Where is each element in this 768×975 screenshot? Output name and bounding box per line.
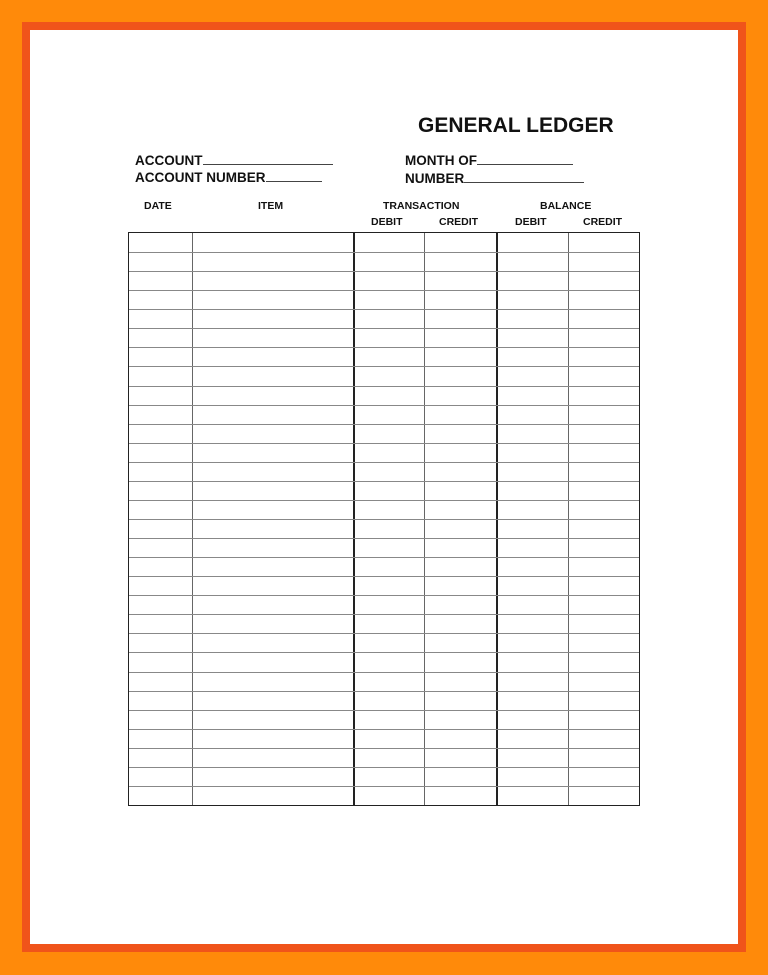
page-title: GENERAL LEDGER — [418, 114, 614, 137]
account-number-field: ACCOUNT NUMBER — [135, 170, 322, 185]
table-row-line — [129, 252, 639, 253]
table-row-line — [129, 538, 639, 539]
table-row-line — [129, 271, 639, 272]
table-row-line — [129, 595, 639, 596]
column-date: DATE — [144, 200, 172, 212]
table-row-line — [129, 309, 639, 310]
table-row-line — [129, 710, 639, 711]
column-transaction: TRANSACTION — [383, 200, 460, 212]
table-row-line — [129, 748, 639, 749]
number-field: NUMBER — [405, 171, 584, 186]
table-row-line — [129, 672, 639, 673]
column-balance-credit: CREDIT — [583, 216, 623, 228]
column-item: ITEM — [258, 200, 284, 212]
table-row-line — [129, 462, 639, 463]
table-row-line — [129, 443, 639, 444]
table-row-line — [129, 691, 639, 692]
table-row-line — [129, 557, 639, 558]
table-row-line — [129, 652, 639, 653]
table-row-line — [129, 366, 639, 367]
table-row-line — [129, 576, 639, 577]
table-row-line — [129, 729, 639, 730]
ledger-table — [128, 232, 640, 806]
month-of-field: MONTH OF — [405, 153, 573, 168]
column-balance-debit: DEBIT — [515, 216, 547, 228]
table-row-line — [129, 633, 639, 634]
table-row-line — [129, 347, 639, 348]
table-row-line — [129, 767, 639, 768]
column-transaction-credit: CREDIT — [439, 216, 479, 228]
table-row-line — [129, 519, 639, 520]
table-row-line — [129, 424, 639, 425]
table-row-line — [129, 328, 639, 329]
column-transaction-debit: DEBIT — [371, 216, 403, 228]
table-row-line — [129, 481, 639, 482]
column-balance: BALANCE — [540, 200, 592, 212]
table-row-line — [129, 500, 639, 501]
table-row-line — [129, 290, 639, 291]
account-field: ACCOUNT — [135, 153, 333, 168]
table-row-line — [129, 786, 639, 787]
table-row-line — [129, 386, 639, 387]
table-row-line — [129, 614, 639, 615]
table-row-line — [129, 405, 639, 406]
